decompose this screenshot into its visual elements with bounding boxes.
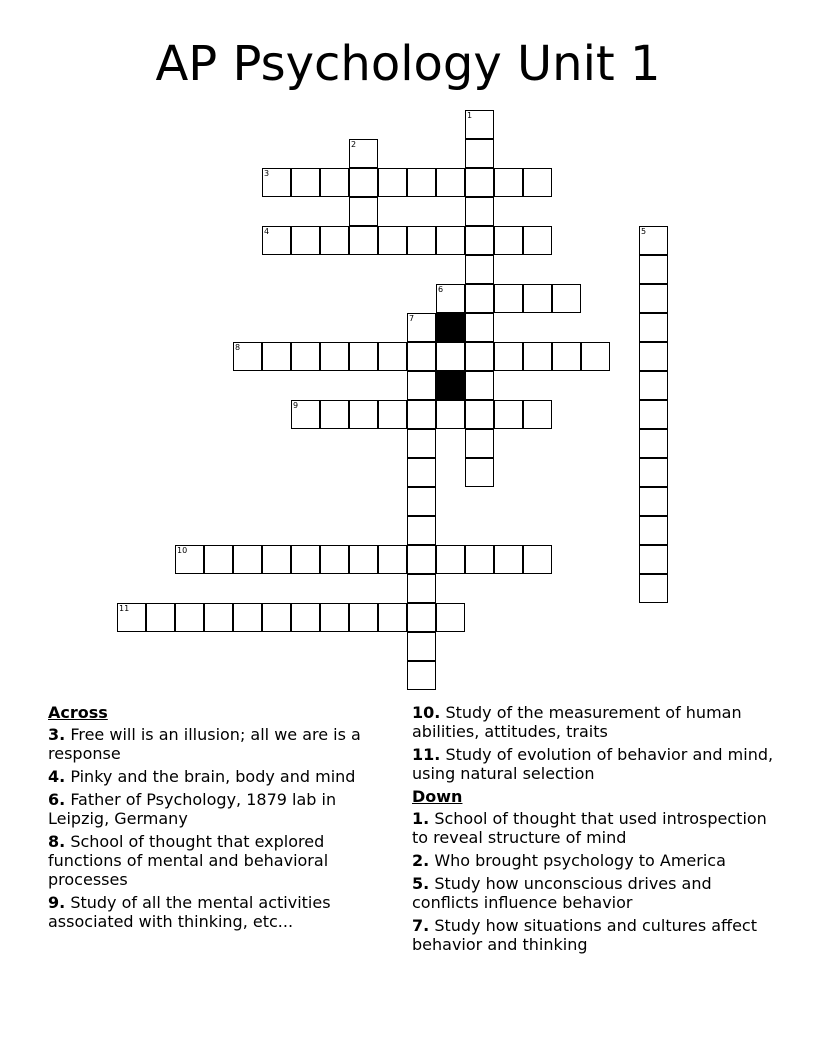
grid-cell[interactable]	[349, 168, 378, 197]
clue-number: 11.	[412, 745, 441, 764]
clue-number: 10.	[412, 703, 441, 722]
page-title: AP Psychology Unit 1	[155, 36, 661, 92]
grid-cell[interactable]	[465, 545, 494, 574]
grid-cell[interactable]	[407, 545, 436, 574]
grid-cell-black	[436, 371, 465, 400]
grid-cell[interactable]	[233, 342, 262, 371]
grid-cell[interactable]	[291, 226, 320, 255]
grid-cell[interactable]	[262, 226, 291, 255]
grid-cell[interactable]	[639, 371, 668, 400]
grid-cell[interactable]	[552, 342, 581, 371]
grid-cell[interactable]	[523, 168, 552, 197]
grid-cell[interactable]	[639, 516, 668, 545]
grid-cell[interactable]	[436, 603, 465, 632]
grid-cell[interactable]	[639, 400, 668, 429]
grid-cell[interactable]	[639, 458, 668, 487]
clue-down-2	[412, 851, 782, 870]
grid-cell[interactable]	[436, 226, 465, 255]
clue-text: School of thought that explored functions of mental and behavioral processes	[48, 832, 329, 889]
grid-cell[interactable]	[291, 545, 320, 574]
grid-cell[interactable]	[494, 342, 523, 371]
clue-number: 1.	[412, 809, 430, 828]
grid-cell[interactable]	[407, 371, 436, 400]
grid-cell[interactable]	[320, 226, 349, 255]
grid-cell[interactable]	[175, 545, 204, 574]
grid-cell[interactable]	[639, 545, 668, 574]
grid-cell[interactable]	[407, 342, 436, 371]
clues-right-column	[412, 703, 782, 958]
grid-cell[interactable]	[436, 284, 465, 313]
grid-cell[interactable]	[378, 342, 407, 371]
grid-cell[interactable]	[320, 168, 349, 197]
grid-cell-black	[436, 313, 465, 342]
grid-cell[interactable]	[494, 400, 523, 429]
grid-cell[interactable]	[465, 139, 494, 168]
clues-left-column	[48, 703, 398, 935]
grid-cell[interactable]	[378, 603, 407, 632]
clue-text: Study of evolution of behavior and mind, using natural selection	[412, 745, 774, 783]
grid-cell[interactable]	[465, 226, 494, 255]
grid-cell[interactable]	[523, 284, 552, 313]
grid-cell[interactable]	[639, 313, 668, 342]
grid-cell[interactable]	[262, 603, 291, 632]
clue-text: Pinky and the brain, body and mind	[70, 767, 356, 786]
clue-down-1	[412, 809, 782, 847]
cell-number: 5	[641, 227, 647, 236]
cell-number: 7	[409, 314, 415, 323]
grid-cell[interactable]	[378, 168, 407, 197]
clue-across-9	[48, 893, 398, 931]
cell-number: 9	[293, 401, 299, 410]
clue-across-6	[48, 790, 398, 828]
grid-cell[interactable]	[465, 429, 494, 458]
grid-cell[interactable]	[262, 168, 291, 197]
across-heading: Across	[48, 703, 108, 722]
cell-number: 3	[264, 169, 270, 178]
grid-cell[interactable]	[320, 400, 349, 429]
grid-cell[interactable]	[465, 197, 494, 226]
grid-cell[interactable]	[494, 284, 523, 313]
grid-cell[interactable]	[349, 603, 378, 632]
grid-cell[interactable]	[639, 284, 668, 313]
grid-cell[interactable]	[291, 603, 320, 632]
grid-cell[interactable]	[320, 545, 349, 574]
clue-number: 5.	[412, 874, 430, 893]
clue-text: School of thought that used introspection to reveal structure of mind	[412, 809, 767, 847]
grid-cell[interactable]	[146, 603, 175, 632]
grid-cell[interactable]	[291, 168, 320, 197]
grid-cell[interactable]	[349, 139, 378, 168]
grid-cell[interactable]	[523, 226, 552, 255]
down-heading: Down	[412, 787, 463, 806]
grid-cell[interactable]	[436, 342, 465, 371]
clue-across-3	[48, 725, 398, 763]
grid-cell[interactable]	[117, 603, 146, 632]
clue-number: 2.	[412, 851, 430, 870]
grid-cell[interactable]	[494, 168, 523, 197]
clue-text: Study how situations and cultures affect behavior and thinking	[412, 916, 757, 954]
clue-text: Father of Psychology, 1879 lab in Leipzig, Germany	[48, 790, 337, 828]
cell-number: 11	[119, 604, 130, 613]
grid-cell[interactable]	[233, 545, 262, 574]
grid-cell[interactable]	[233, 603, 262, 632]
grid-cell[interactable]	[639, 574, 668, 603]
cell-number: 2	[351, 140, 357, 149]
grid-cell[interactable]	[639, 487, 668, 516]
grid-cell[interactable]	[378, 400, 407, 429]
grid-cell[interactable]	[465, 110, 494, 139]
clue-text: Study how unconscious drives and conflicts influence behavior	[412, 874, 712, 912]
grid-cell[interactable]	[407, 487, 436, 516]
clue-across-4	[48, 767, 398, 786]
grid-cell[interactable]	[378, 545, 407, 574]
grid-cell[interactable]	[465, 371, 494, 400]
grid-cell[interactable]	[349, 197, 378, 226]
cell-number: 8	[235, 343, 241, 352]
grid-cell[interactable]	[407, 313, 436, 342]
grid-cell[interactable]	[494, 226, 523, 255]
clue-down-7	[412, 916, 782, 954]
grid-cell[interactable]	[320, 342, 349, 371]
grid-cell[interactable]	[349, 342, 378, 371]
grid-cell[interactable]	[204, 545, 233, 574]
grid-cell[interactable]	[262, 545, 291, 574]
grid-cell[interactable]	[523, 545, 552, 574]
cell-number: 6	[438, 285, 444, 294]
grid-cell[interactable]	[407, 661, 436, 690]
grid-cell[interactable]	[407, 632, 436, 661]
grid-cell[interactable]	[581, 342, 610, 371]
clue-number: 4.	[48, 767, 66, 786]
grid-cell[interactable]	[320, 603, 349, 632]
clue-number: 6.	[48, 790, 66, 809]
cell-number: 1	[467, 111, 473, 120]
grid-cell[interactable]	[465, 458, 494, 487]
grid-cell[interactable]	[523, 400, 552, 429]
grid-cell[interactable]	[465, 168, 494, 197]
grid-cell[interactable]	[552, 284, 581, 313]
grid-cell[interactable]	[436, 168, 465, 197]
grid-cell[interactable]	[465, 400, 494, 429]
grid-cell[interactable]	[349, 226, 378, 255]
grid-cell[interactable]	[639, 226, 668, 255]
clue-text: Study of all the mental activities associated with thinking, etc...	[48, 893, 331, 931]
grid-cell[interactable]	[465, 284, 494, 313]
grid-cell[interactable]	[291, 400, 320, 429]
clue-number: 9.	[48, 893, 66, 912]
grid-cell[interactable]	[436, 400, 465, 429]
clue-down-5	[412, 874, 782, 912]
clue-across-10	[412, 703, 782, 741]
grid-cell[interactable]	[204, 603, 233, 632]
grid-cell[interactable]	[407, 516, 436, 545]
grid-cell[interactable]	[291, 342, 320, 371]
cell-number: 4	[264, 227, 270, 236]
clue-text: Who brought psychology to America	[434, 851, 726, 870]
clue-number: 3.	[48, 725, 66, 744]
grid-cell[interactable]	[407, 574, 436, 603]
grid-cell[interactable]	[407, 603, 436, 632]
clue-text: Study of the measurement of human abilities, attitudes, traits	[412, 703, 742, 741]
clue-text: Free will is an illusion; all we are is a response	[48, 725, 361, 763]
grid-cell[interactable]	[436, 545, 465, 574]
grid-cell[interactable]	[407, 168, 436, 197]
grid-cell[interactable]	[349, 400, 378, 429]
grid-cell[interactable]	[639, 342, 668, 371]
grid-cell[interactable]	[349, 545, 378, 574]
clue-number: 8.	[48, 832, 66, 851]
grid-cell[interactable]	[523, 342, 552, 371]
grid-cell[interactable]	[639, 429, 668, 458]
grid-cell[interactable]	[639, 255, 668, 284]
grid-cell[interactable]	[465, 255, 494, 284]
cell-number: 10	[177, 546, 188, 555]
grid-cell[interactable]	[407, 429, 436, 458]
grid-cell[interactable]	[465, 313, 494, 342]
grid-cell[interactable]	[262, 342, 291, 371]
grid-cell[interactable]	[494, 545, 523, 574]
clue-number: 7.	[412, 916, 430, 935]
clue-across-8	[48, 832, 398, 889]
grid-cell[interactable]	[407, 400, 436, 429]
grid-cell[interactable]	[407, 458, 436, 487]
grid-cell[interactable]	[407, 226, 436, 255]
clue-across-11	[412, 745, 782, 783]
grid-cell[interactable]	[175, 603, 204, 632]
grid-cell[interactable]	[465, 342, 494, 371]
grid-cell[interactable]	[378, 226, 407, 255]
